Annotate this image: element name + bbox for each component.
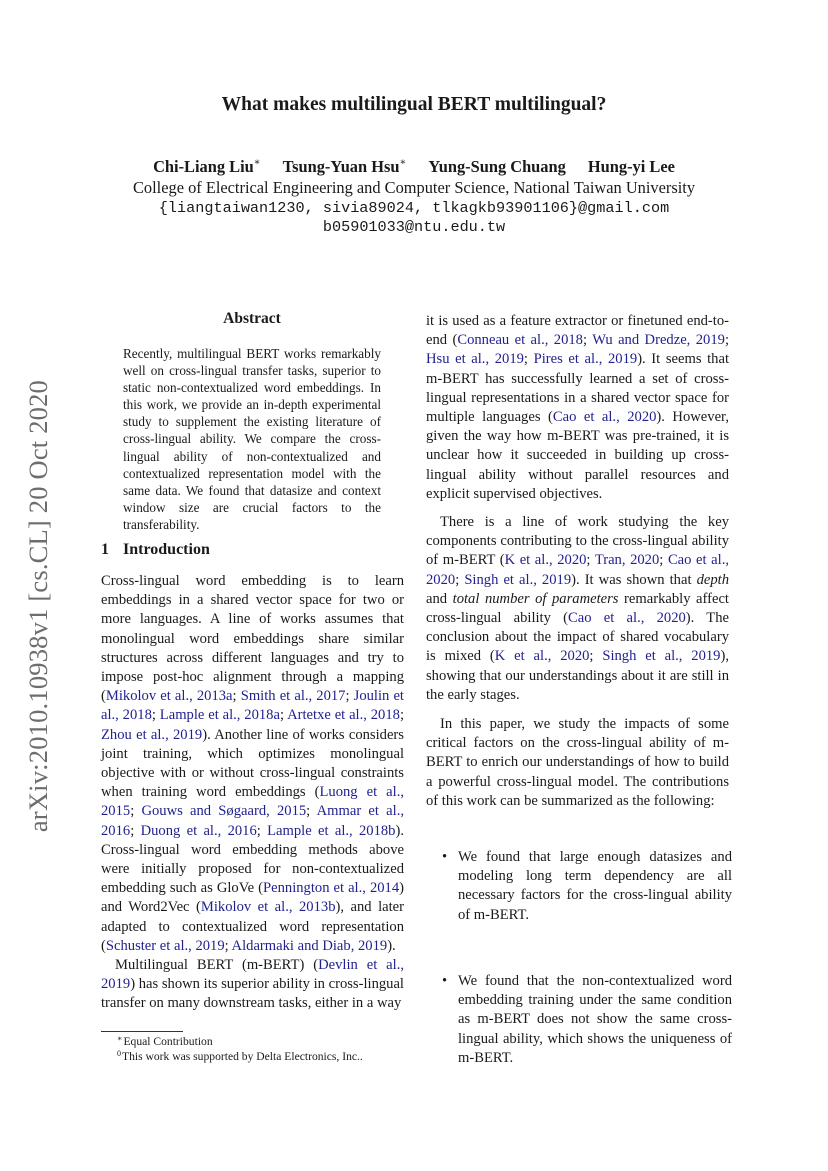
- text-run: ). The conclusion about the impact of shared vocabulary is mixed (: [426, 610, 729, 665]
- citation-link[interactable]: Aldarmaki and Diab, 2019: [231, 937, 388, 954]
- text-run: ) has shown its superior ability in cross-lingual transfer on many downstream tasks, either in a way: [101, 976, 404, 1012]
- text-run: ;: [130, 822, 141, 839]
- text-run: ;: [582, 332, 593, 349]
- text-run: ;: [279, 707, 288, 724]
- contribution-list-item: [440, 848, 732, 925]
- paragraph: In this paper, we study the impacts of some critical factors on the cross-lingual ability of m-BERT to enrich our understandings of how to build a powerful cross-lingual model. The contributions of this work can be summarized as the following:: [426, 716, 729, 809]
- citation-link[interactable]: K et al., 2020: [494, 648, 590, 665]
- paragraph: [101, 572, 404, 956]
- paragraph: [101, 956, 404, 1014]
- abstract-text: Recently, multilingual BERT works remarkably well on cross-lingual transfer tasks, superior to static non-contextualized word embeddings. In this work, we provide an in-depth experimental study to supplement the existing literature of cross-lingual ability. We compare the cross-lingual ability of non-contextualized and contextualized representation model with the same data. We found that datasize and context window size are crucial factors to the transferability.: [123, 346, 381, 532]
- citation-link[interactable]: Hsu et al., 2019: [426, 351, 524, 368]
- paragraph: [426, 312, 729, 504]
- footnote-rule: [101, 1031, 183, 1032]
- citation-link[interactable]: Luong et al., 2015: [101, 784, 404, 820]
- arxiv-stamp-text: arXiv:2010.10938v1 [cs.CL] 20 Oct 2020: [22, 379, 53, 833]
- citation-link[interactable]: Pires et al., 2019: [533, 351, 638, 368]
- text-run: and: [426, 590, 453, 607]
- citation-link[interactable]: Singh et al., 2019: [464, 571, 572, 588]
- citation-link[interactable]: Mikolov et al., 2013a: [105, 688, 233, 705]
- citation-link[interactable]: Devlin et al., 2019: [101, 957, 404, 993]
- text-run: ;: [151, 707, 160, 724]
- author: Chi-Liang Liu∗: [153, 157, 261, 176]
- author: Tsung-Yuan Hsu∗: [282, 157, 407, 176]
- citation-link[interactable]: Tran, 2020: [594, 552, 660, 569]
- citation-link[interactable]: Cao et al., 2020: [426, 552, 729, 588]
- footnote: ∗Equal Contribution: [117, 1034, 213, 1048]
- citation-link[interactable]: Gouws and Søgaard, 2015: [141, 803, 307, 820]
- citation-link[interactable]: Zhou et al., 2019: [101, 726, 203, 743]
- section-title: Introduction: [123, 541, 210, 558]
- bullet-icon: •: [442, 849, 448, 865]
- contribution-list-item: [440, 972, 732, 1068]
- citation-link[interactable]: Conneau et al., 2018: [457, 332, 583, 349]
- citation-link[interactable]: Joulin et al., 2018: [101, 688, 404, 724]
- text-run: ;: [523, 351, 534, 368]
- text-run: it is used as a feature extractor or finetuned end-to-end (: [426, 313, 729, 349]
- citation-link[interactable]: Artetxe et al., 2018: [287, 707, 400, 724]
- text-run: Multilingual BERT (m-BERT) (: [115, 957, 319, 974]
- citation-link[interactable]: Pennington et al., 2014: [263, 880, 400, 897]
- section-number: 1: [101, 541, 109, 558]
- text-run: ), showing that our understandings about it are still in the early stages.: [426, 648, 729, 703]
- text-run: ;: [130, 803, 142, 820]
- text-run: ). It was shown that: [571, 571, 697, 588]
- bullet-icon: •: [442, 973, 448, 989]
- citation-link[interactable]: Ammar et al., 2016: [101, 803, 404, 839]
- text-run: ;: [224, 937, 232, 954]
- citation-link[interactable]: Lample et al., 2018b: [267, 822, 396, 839]
- text-run: ). Cross-lingual word embedding methods above were initially proposed for non-contextualized embedding such as GloVe (: [101, 822, 404, 897]
- citation-link[interactable]: Cao et al., 2020: [552, 409, 657, 426]
- author-list: [0, 157, 828, 177]
- citation-link[interactable]: Cao et al., 2020: [568, 610, 686, 627]
- bullet-text: We found that the non-contextualized word embedding training under the same condition as m-BERT does not show the same cross-lingual ability, which shows the uniqueness of m-BERT.: [458, 973, 732, 1066]
- paragraph: [426, 513, 729, 705]
- text-run: ;: [306, 803, 317, 820]
- email-line: b05901033@ntu.edu.tw: [322, 218, 506, 236]
- text-run: ) and Word2Vec (: [101, 880, 405, 916]
- text-run: ;: [256, 822, 268, 839]
- bullet-text: We found that large enough datasizes and modeling long term dependency are all necessary factors for the cross-lingual ability of m-BERT.: [458, 849, 732, 923]
- citation-link[interactable]: Mikolov et al., 2013b: [200, 899, 336, 916]
- text-run: ;: [455, 571, 465, 588]
- text-run: ;: [589, 648, 603, 665]
- arxiv-stamp: [20, 365, 56, 847]
- left-column: [101, 572, 404, 1014]
- text-run: ).: [387, 937, 396, 954]
- text-run: ). It seems that m-BERT has successfully learned a set of cross-lingual representations in a shared vector space for multiple languages (: [426, 351, 730, 426]
- email-line: {liangtaiwan1230, sivia89024, tlkagkb93901106}@gmail.com: [158, 199, 670, 217]
- citation-link[interactable]: Smith et al., 2017: [240, 688, 346, 705]
- citation-link[interactable]: Duong et al., 2016: [140, 822, 257, 839]
- abstract-heading: Abstract: [223, 310, 281, 327]
- paper-title: What makes multilingual BERT multilingual?: [221, 94, 607, 115]
- emphasis-text: total number of parameters: [452, 590, 619, 607]
- footnote: $^0$This work was supported by Delta Electronics, Inc..: [117, 1049, 363, 1063]
- text-run: ). Another line of works considers joint training, which optimizes monolingual objective with or without cross-lingual constraints when training word embeddings (: [101, 726, 404, 801]
- author: Yung-Sung Chuang: [428, 157, 566, 176]
- text-run: There is a line of work studying the key components contributing to the cross-lingual ability of m-BERT (: [426, 514, 729, 569]
- emphasis-text: depth: [696, 571, 729, 588]
- affiliation: College of Electrical Engineering and Computer Science, National Taiwan University: [132, 178, 696, 197]
- text-run: ;: [399, 707, 405, 724]
- citation-link[interactable]: Wu and Dredze, 2019: [592, 332, 725, 349]
- text-run: remarkably affect cross-lingual ability (: [426, 590, 729, 627]
- citation-link[interactable]: Lample et al., 2018a: [159, 707, 280, 724]
- text-run: ;: [659, 552, 668, 569]
- text-run: ;: [345, 688, 354, 705]
- text-run: ;: [586, 552, 595, 569]
- right-column: [426, 312, 729, 811]
- citation-link[interactable]: K et al., 2020: [504, 552, 587, 569]
- citation-link[interactable]: Schuster et al., 2019: [105, 937, 225, 954]
- text-run: ;: [724, 332, 729, 349]
- text-run: ). However, given the way how m-BERT was pre-trained, it is unclear how it succeeded in building up cross-lingual ability without parallel resources and explicit supervised objectives.: [426, 409, 729, 502]
- text-run: ;: [232, 688, 241, 705]
- author: Hung-yi Lee: [587, 157, 675, 176]
- text-run: Cross-lingual word embedding is to learn embeddings in a shared vector space for two or more languages. A line of works assumes that monolingual word embeddings share similar structures across different languages and try to impose post-hoc alignment through a mapping (: [101, 573, 404, 705]
- citation-link[interactable]: Singh et al., 2019: [602, 648, 721, 665]
- text-run: ), and later adapted to contextualized word representation (: [101, 899, 404, 954]
- section-heading: [101, 541, 210, 559]
